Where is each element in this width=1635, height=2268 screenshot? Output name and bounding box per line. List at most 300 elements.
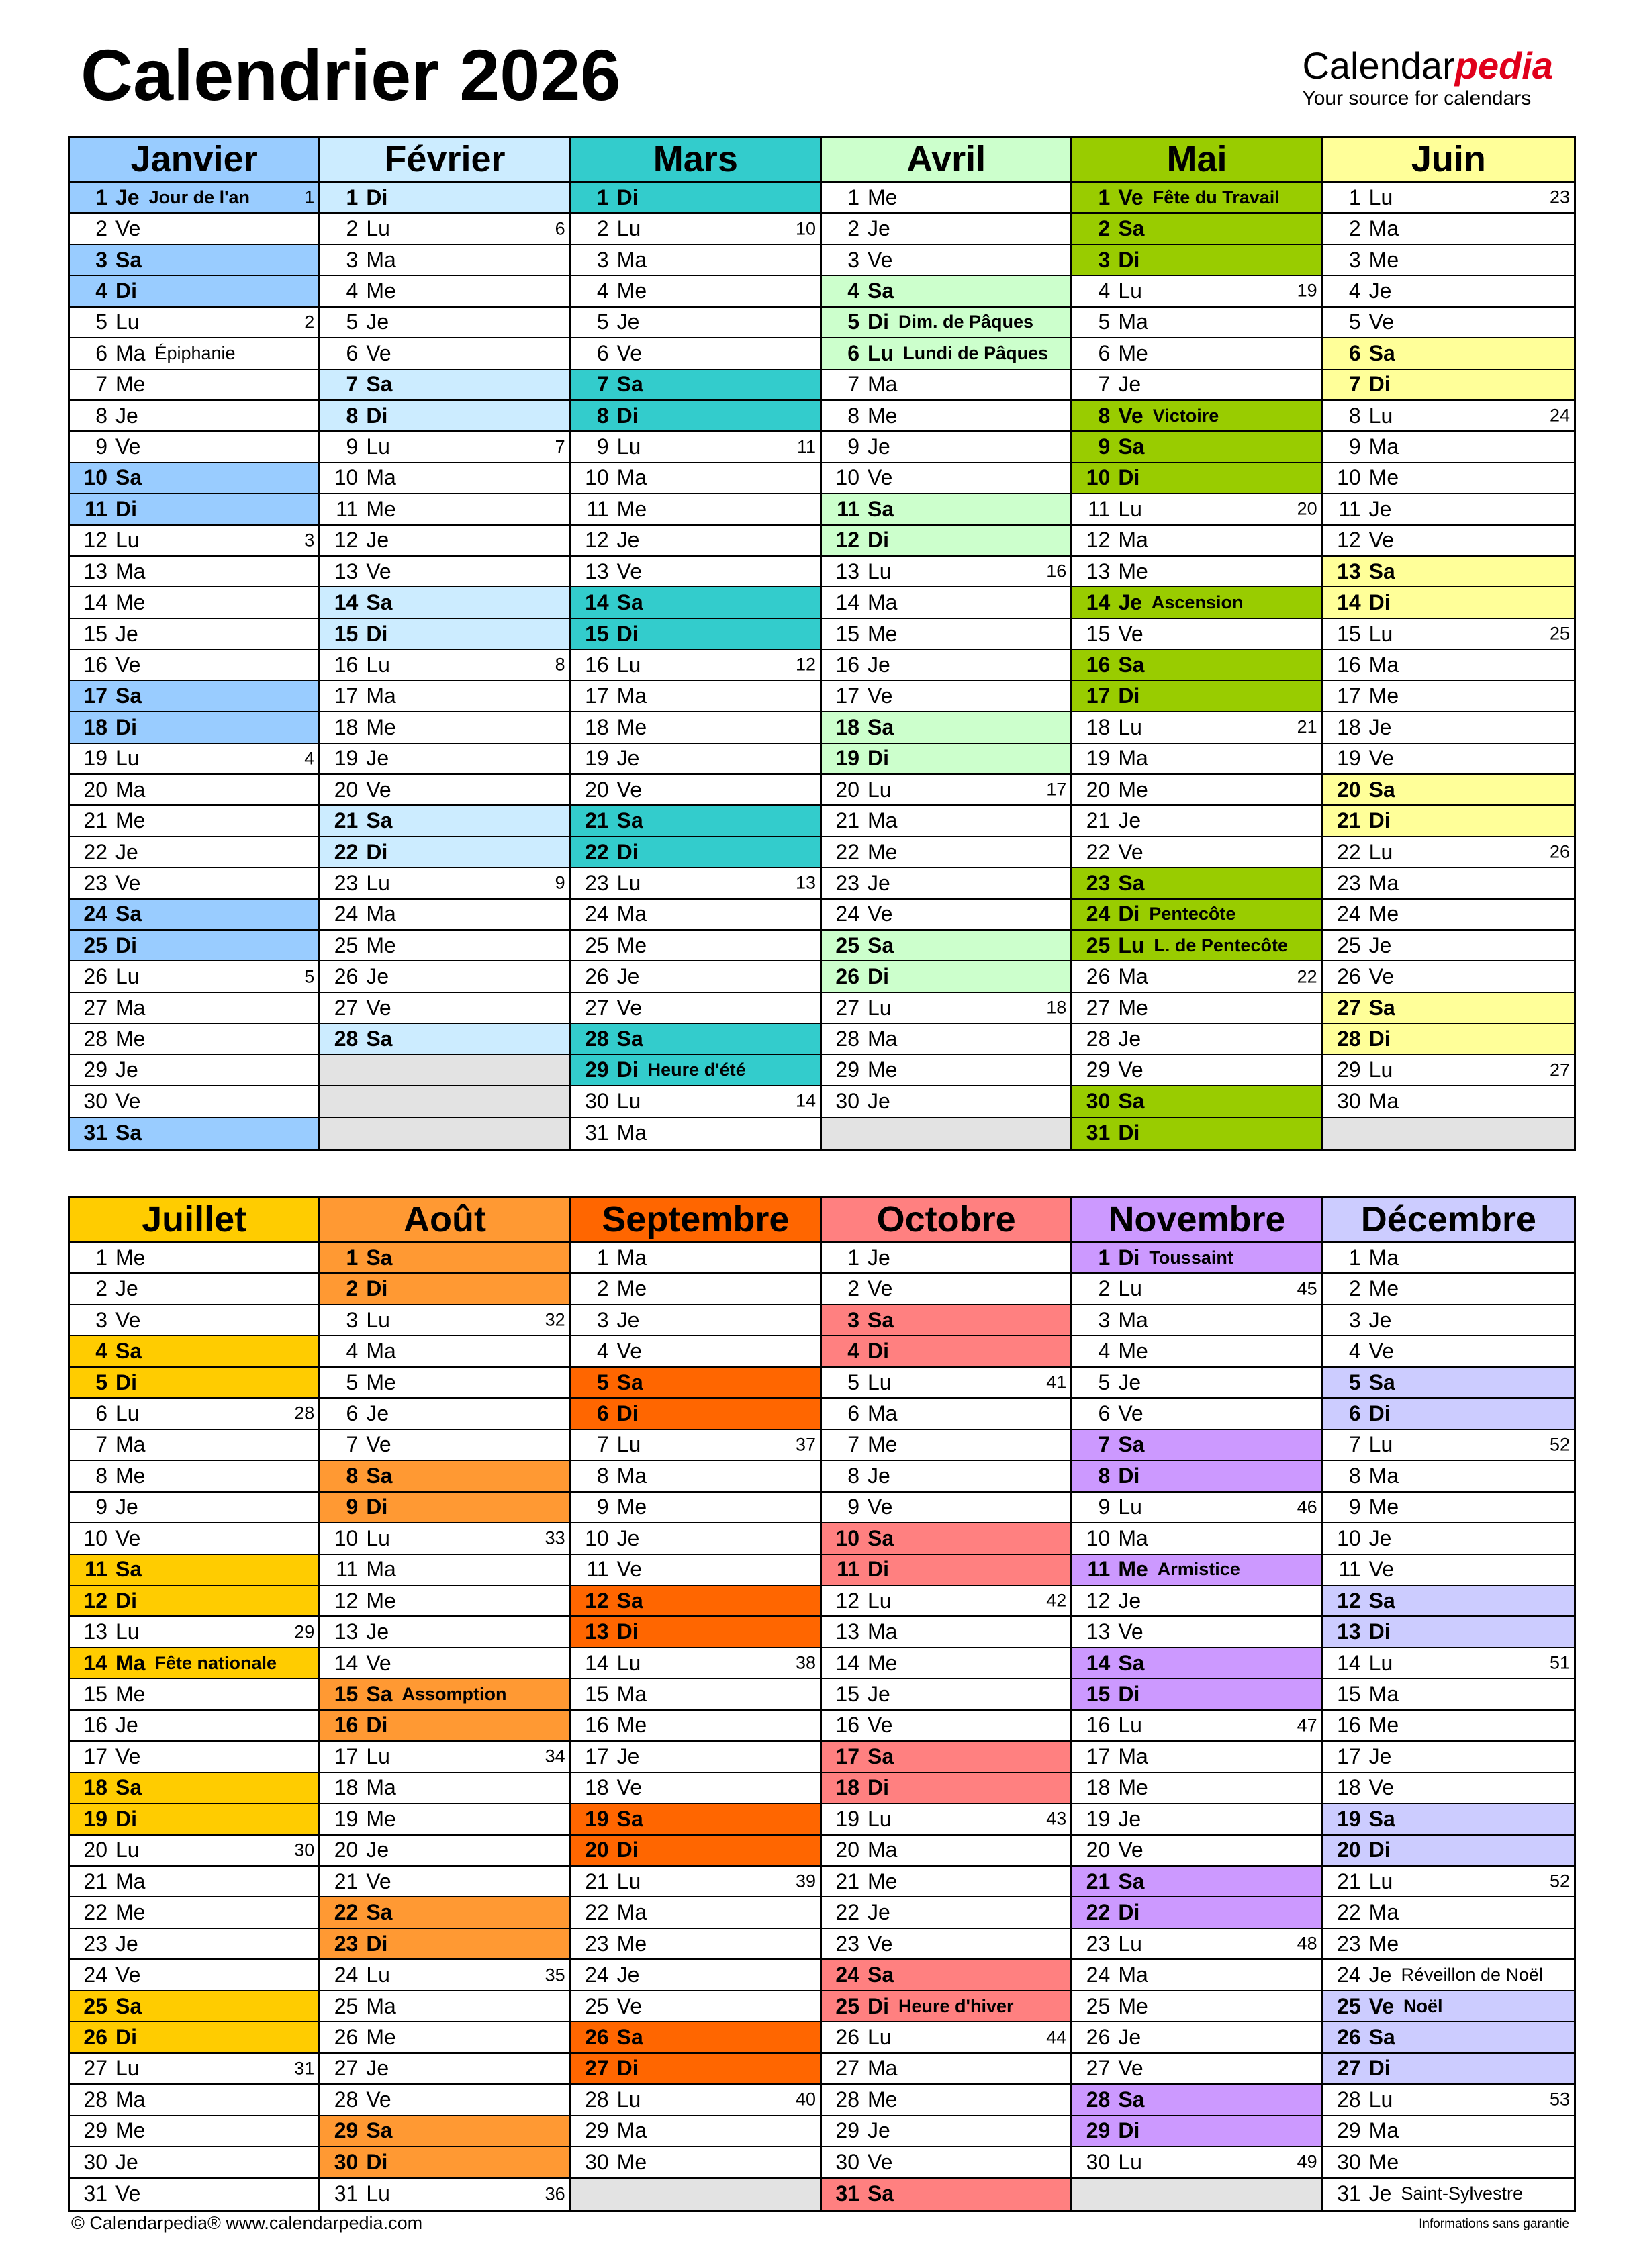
day-cell[interactable] [571, 1679, 820, 1710]
day-cell[interactable] [1072, 837, 1321, 868]
day-cell[interactable] [1323, 308, 1574, 338]
day-cell[interactable] [822, 712, 1070, 743]
day-cell[interactable] [1072, 1055, 1321, 1086]
day-cell[interactable] [822, 1024, 1070, 1055]
day-cell[interactable] [571, 1804, 820, 1835]
day-cell[interactable] [320, 744, 569, 775]
day-cell[interactable] [1323, 1399, 1574, 1429]
day-cell[interactable] [1323, 587, 1574, 618]
day-cell[interactable] [822, 993, 1070, 1024]
day-cell[interactable] [320, 961, 569, 992]
day-cell[interactable] [1072, 1086, 1321, 1117]
day-cell[interactable] [70, 775, 318, 806]
day-cell[interactable] [320, 338, 569, 369]
day-cell[interactable] [320, 1368, 569, 1399]
day-cell[interactable] [1323, 494, 1574, 525]
day-cell[interactable] [1323, 993, 1574, 1024]
day-cell[interactable] [1323, 214, 1574, 244]
day-cell[interactable] [320, 587, 569, 618]
day-cell[interactable] [70, 650, 318, 681]
day-cell[interactable] [70, 1804, 318, 1835]
day-cell[interactable] [822, 1305, 1070, 1336]
day-cell[interactable] [70, 1836, 318, 1867]
day-cell[interactable] [320, 214, 569, 244]
day-cell[interactable] [1323, 276, 1574, 307]
day-cell[interactable] [571, 900, 820, 931]
day-cell[interactable] [571, 775, 820, 806]
day-cell[interactable] [571, 494, 820, 525]
day-cell[interactable] [571, 993, 820, 1024]
day-cell[interactable] [1072, 1118, 1321, 1149]
day-cell[interactable] [70, 1523, 318, 1554]
day-cell[interactable] [1323, 1305, 1574, 1336]
day-cell[interactable] [1323, 2116, 1574, 2147]
day-cell[interactable] [320, 2054, 569, 2085]
day-cell[interactable] [1323, 1836, 1574, 1867]
day-cell[interactable] [822, 1086, 1070, 1117]
day-cell[interactable] [571, 1836, 820, 1867]
day-cell[interactable] [1323, 1555, 1574, 1586]
day-cell[interactable] [822, 1836, 1070, 1867]
day-cell[interactable] [1323, 744, 1574, 775]
day-cell[interactable] [571, 463, 820, 494]
day-cell[interactable] [320, 993, 569, 1024]
day-cell[interactable] [822, 1523, 1070, 1554]
day-cell[interactable] [70, 1897, 318, 1928]
day-cell[interactable] [70, 557, 318, 587]
day-cell[interactable] [70, 1711, 318, 1742]
day-cell[interactable] [571, 1773, 820, 1804]
day-cell[interactable] [571, 338, 820, 369]
day-cell[interactable] [1072, 494, 1321, 525]
day-cell[interactable] [320, 1586, 569, 1617]
day-cell[interactable] [320, 1897, 569, 1928]
day-cell[interactable] [822, 2022, 1070, 2053]
day-cell[interactable] [320, 370, 569, 401]
day-cell[interactable] [571, 308, 820, 338]
day-cell[interactable] [1072, 1836, 1321, 1867]
day-cell[interactable] [822, 370, 1070, 401]
day-cell[interactable] [70, 308, 318, 338]
day-cell[interactable] [1072, 401, 1321, 432]
day-cell[interactable] [1323, 1586, 1574, 1617]
day-cell[interactable] [320, 308, 569, 338]
day-cell[interactable] [571, 1086, 820, 1117]
day-cell[interactable] [1323, 1274, 1574, 1305]
day-cell[interactable] [70, 432, 318, 463]
day-cell[interactable] [70, 1399, 318, 1429]
day-cell[interactable] [822, 1617, 1070, 1648]
day-cell[interactable] [822, 2054, 1070, 2085]
day-cell[interactable] [571, 1493, 820, 1523]
day-cell[interactable] [822, 276, 1070, 307]
day-cell[interactable] [822, 1711, 1070, 1742]
day-cell[interactable] [320, 681, 569, 712]
day-cell[interactable] [320, 775, 569, 806]
day-cell[interactable] [822, 1336, 1070, 1367]
day-cell[interactable] [1072, 557, 1321, 587]
day-cell[interactable] [1323, 681, 1574, 712]
day-cell[interactable] [70, 712, 318, 743]
day-cell[interactable] [320, 1243, 569, 1274]
day-cell[interactable] [70, 1960, 318, 1991]
day-cell[interactable] [571, 401, 820, 432]
day-cell[interactable] [1072, 338, 1321, 369]
day-cell[interactable] [571, 650, 820, 681]
day-cell[interactable] [1072, 2022, 1321, 2053]
day-cell[interactable] [571, 2085, 820, 2116]
day-cell[interactable] [1323, 1929, 1574, 1960]
day-cell[interactable] [1323, 1430, 1574, 1461]
day-cell[interactable] [320, 557, 569, 587]
day-cell[interactable] [571, 1648, 820, 1679]
day-cell[interactable] [70, 276, 318, 307]
day-cell[interactable] [571, 1867, 820, 1897]
day-cell[interactable] [822, 1960, 1070, 1991]
day-cell[interactable] [822, 494, 1070, 525]
day-cell[interactable] [1072, 214, 1321, 244]
day-cell[interactable] [1072, 1929, 1321, 1960]
day-cell[interactable] [1072, 463, 1321, 494]
day-cell[interactable] [822, 2116, 1070, 2147]
day-cell[interactable] [70, 2085, 318, 2116]
day-cell[interactable] [822, 806, 1070, 837]
day-cell[interactable] [571, 619, 820, 650]
day-cell[interactable] [70, 1929, 318, 1960]
day-cell[interactable] [1323, 619, 1574, 650]
day-cell[interactable] [70, 1679, 318, 1710]
day-cell[interactable] [822, 1493, 1070, 1523]
day-cell[interactable] [571, 1274, 820, 1305]
day-cell[interactable] [70, 494, 318, 525]
day-cell[interactable] [1072, 775, 1321, 806]
day-cell[interactable] [1072, 1617, 1321, 1648]
day-cell[interactable] [320, 1305, 569, 1336]
day-cell[interactable] [571, 245, 820, 276]
day-cell[interactable] [822, 214, 1070, 244]
day-cell[interactable] [1072, 183, 1321, 214]
day-cell[interactable] [1323, 2147, 1574, 2178]
day-cell[interactable] [1072, 2147, 1321, 2178]
day-cell[interactable] [571, 1055, 820, 1086]
day-cell[interactable] [1072, 1461, 1321, 1492]
day-cell[interactable] [1323, 183, 1574, 214]
day-cell[interactable] [571, 2147, 820, 2178]
day-cell[interactable] [571, 837, 820, 868]
day-cell[interactable] [70, 401, 318, 432]
day-cell[interactable] [70, 2179, 318, 2210]
day-cell[interactable] [1072, 2054, 1321, 2085]
day-cell[interactable] [1323, 1243, 1574, 1274]
day-cell[interactable] [822, 1555, 1070, 1586]
day-cell[interactable] [822, 183, 1070, 214]
day-cell[interactable] [1323, 712, 1574, 743]
day-cell[interactable] [1323, 1897, 1574, 1928]
day-cell[interactable] [822, 2085, 1070, 2116]
day-cell[interactable] [571, 587, 820, 618]
day-cell[interactable] [571, 1711, 820, 1742]
day-cell[interactable] [571, 712, 820, 743]
day-cell[interactable] [571, 1430, 820, 1461]
day-cell[interactable] [70, 2054, 318, 2085]
day-cell[interactable] [1072, 1243, 1321, 1274]
day-cell[interactable] [1072, 931, 1321, 961]
day-cell[interactable] [70, 868, 318, 899]
day-cell[interactable] [320, 1336, 569, 1367]
day-cell[interactable] [571, 370, 820, 401]
day-cell[interactable] [822, 619, 1070, 650]
day-cell[interactable] [1072, 1523, 1321, 1554]
day-cell[interactable] [1072, 1991, 1321, 2022]
day-cell[interactable] [822, 1804, 1070, 1835]
day-cell[interactable] [70, 1305, 318, 1336]
day-cell[interactable] [1072, 276, 1321, 307]
day-cell[interactable] [1072, 1648, 1321, 1679]
day-cell[interactable] [1072, 2085, 1321, 2116]
day-cell[interactable] [1072, 587, 1321, 618]
day-cell[interactable] [1072, 1679, 1321, 1710]
day-cell[interactable] [70, 587, 318, 618]
day-cell[interactable] [822, 587, 1070, 618]
day-cell[interactable] [1323, 775, 1574, 806]
day-cell[interactable] [1072, 1399, 1321, 1429]
day-cell[interactable] [70, 1055, 318, 1086]
day-cell[interactable] [1072, 744, 1321, 775]
day-cell[interactable] [320, 712, 569, 743]
day-cell[interactable] [1072, 1368, 1321, 1399]
day-cell[interactable] [1323, 1493, 1574, 1523]
day-cell[interactable] [320, 1836, 569, 1867]
day-cell[interactable] [70, 1742, 318, 1773]
day-cell[interactable] [822, 308, 1070, 338]
day-cell[interactable] [70, 1274, 318, 1305]
day-cell[interactable] [571, 432, 820, 463]
day-cell[interactable] [1323, 2085, 1574, 2116]
day-cell[interactable] [1323, 1648, 1574, 1679]
day-cell[interactable] [70, 1617, 318, 1648]
day-cell[interactable] [1323, 1336, 1574, 1367]
day-cell[interactable] [822, 775, 1070, 806]
day-cell[interactable] [822, 557, 1070, 587]
day-cell[interactable] [70, 993, 318, 1024]
day-cell[interactable] [1323, 1711, 1574, 1742]
day-cell[interactable] [822, 1055, 1070, 1086]
day-cell[interactable] [320, 1929, 569, 1960]
day-cell[interactable] [320, 2147, 569, 2178]
day-cell[interactable] [571, 214, 820, 244]
day-cell[interactable] [1072, 1867, 1321, 1897]
day-cell[interactable] [1323, 1055, 1574, 1086]
day-cell[interactable] [1323, 1368, 1574, 1399]
day-cell[interactable] [1072, 619, 1321, 650]
day-cell[interactable] [822, 837, 1070, 868]
day-cell[interactable] [571, 526, 820, 557]
day-cell[interactable] [70, 900, 318, 931]
day-cell[interactable] [1072, 961, 1321, 992]
day-cell[interactable] [822, 931, 1070, 961]
day-cell[interactable] [822, 1368, 1070, 1399]
day-cell[interactable] [571, 1897, 820, 1928]
day-cell[interactable] [320, 806, 569, 837]
day-cell[interactable] [70, 961, 318, 992]
day-cell[interactable] [571, 1368, 820, 1399]
day-cell[interactable] [822, 961, 1070, 992]
day-cell[interactable] [822, 900, 1070, 931]
day-cell[interactable] [571, 2116, 820, 2147]
day-cell[interactable] [822, 1773, 1070, 1804]
day-cell[interactable] [571, 1586, 820, 1617]
day-cell[interactable] [1072, 1336, 1321, 1367]
day-cell[interactable] [320, 1742, 569, 1773]
day-cell[interactable] [822, 1742, 1070, 1773]
day-cell[interactable] [1072, 245, 1321, 276]
day-cell[interactable] [1072, 1804, 1321, 1835]
day-cell[interactable] [1072, 1586, 1321, 1617]
day-cell[interactable] [1323, 2179, 1574, 2210]
day-cell[interactable] [70, 1555, 318, 1586]
day-cell[interactable] [1323, 1024, 1574, 1055]
day-cell[interactable] [70, 1867, 318, 1897]
day-cell[interactable] [822, 681, 1070, 712]
day-cell[interactable] [70, 1430, 318, 1461]
day-cell[interactable] [571, 1960, 820, 1991]
day-cell[interactable] [70, 2022, 318, 2053]
day-cell[interactable] [70, 744, 318, 775]
day-cell[interactable] [571, 276, 820, 307]
day-cell[interactable] [320, 1493, 569, 1523]
day-cell[interactable] [1323, 1742, 1574, 1773]
day-cell[interactable] [1072, 1897, 1321, 1928]
day-cell[interactable] [70, 1024, 318, 1055]
day-cell[interactable] [320, 1648, 569, 1679]
day-cell[interactable] [1072, 370, 1321, 401]
day-cell[interactable] [70, 681, 318, 712]
day-cell[interactable] [822, 1461, 1070, 1492]
day-cell[interactable] [1072, 2116, 1321, 2147]
day-cell[interactable] [1323, 961, 1574, 992]
day-cell[interactable] [1323, 1461, 1574, 1492]
day-cell[interactable] [70, 806, 318, 837]
day-cell[interactable] [320, 1679, 569, 1710]
day-cell[interactable] [1072, 650, 1321, 681]
day-cell[interactable] [70, 619, 318, 650]
day-cell[interactable] [70, 1493, 318, 1523]
day-cell[interactable] [1323, 401, 1574, 432]
day-cell[interactable] [320, 900, 569, 931]
day-cell[interactable] [70, 1368, 318, 1399]
day-cell[interactable] [571, 1617, 820, 1648]
day-cell[interactable] [1072, 993, 1321, 1024]
day-cell[interactable] [571, 681, 820, 712]
day-cell[interactable] [571, 557, 820, 587]
day-cell[interactable] [571, 1336, 820, 1367]
day-cell[interactable] [70, 1243, 318, 1274]
day-cell[interactable] [822, 868, 1070, 899]
day-cell[interactable] [320, 276, 569, 307]
day-cell[interactable] [70, 1461, 318, 1492]
day-cell[interactable] [70, 837, 318, 868]
day-cell[interactable] [822, 1679, 1070, 1710]
day-cell[interactable] [822, 1430, 1070, 1461]
day-cell[interactable] [571, 1742, 820, 1773]
day-cell[interactable] [571, 1305, 820, 1336]
day-cell[interactable] [1072, 432, 1321, 463]
day-cell[interactable] [70, 183, 318, 214]
day-cell[interactable] [70, 214, 318, 244]
day-cell[interactable] [1072, 900, 1321, 931]
day-cell[interactable] [1072, 681, 1321, 712]
day-cell[interactable] [822, 245, 1070, 276]
day-cell[interactable] [70, 245, 318, 276]
day-cell[interactable] [320, 432, 569, 463]
day-cell[interactable] [571, 183, 820, 214]
day-cell[interactable] [70, 526, 318, 557]
day-cell[interactable] [1323, 650, 1574, 681]
day-cell[interactable] [320, 650, 569, 681]
day-cell[interactable] [1072, 1773, 1321, 1804]
day-cell[interactable] [571, 1399, 820, 1429]
day-cell[interactable] [320, 2116, 569, 2147]
day-cell[interactable] [822, 1929, 1070, 1960]
day-cell[interactable] [1323, 868, 1574, 899]
footer-copyright[interactable]: © Calendarpedia® www.calendarpedia.com [71, 2213, 423, 2233]
day-cell[interactable] [571, 1461, 820, 1492]
day-cell[interactable] [1323, 2022, 1574, 2053]
day-cell[interactable] [822, 463, 1070, 494]
day-cell[interactable] [822, 432, 1070, 463]
day-cell[interactable] [1072, 806, 1321, 837]
day-cell[interactable] [1072, 868, 1321, 899]
day-cell[interactable] [320, 2022, 569, 2053]
day-cell[interactable] [320, 1024, 569, 1055]
day-cell[interactable] [1323, 1804, 1574, 1835]
day-cell[interactable] [70, 931, 318, 961]
day-cell[interactable] [571, 1243, 820, 1274]
day-cell[interactable] [1323, 432, 1574, 463]
day-cell[interactable] [1323, 338, 1574, 369]
day-cell[interactable] [320, 619, 569, 650]
day-cell[interactable] [571, 1024, 820, 1055]
day-cell[interactable] [320, 1523, 569, 1554]
day-cell[interactable] [320, 1617, 569, 1648]
day-cell[interactable] [571, 1118, 820, 1149]
day-cell[interactable] [1323, 2054, 1574, 2085]
day-cell[interactable] [1072, 1305, 1321, 1336]
day-cell[interactable] [1323, 1991, 1574, 2022]
day-cell[interactable] [70, 1118, 318, 1149]
day-cell[interactable] [320, 1991, 569, 2022]
day-cell[interactable] [320, 931, 569, 961]
day-cell[interactable] [1323, 1773, 1574, 1804]
day-cell[interactable] [571, 744, 820, 775]
day-cell[interactable] [571, 961, 820, 992]
day-cell[interactable] [1072, 1274, 1321, 1305]
day-cell[interactable] [1323, 557, 1574, 587]
day-cell[interactable] [320, 1773, 569, 1804]
day-cell[interactable] [822, 401, 1070, 432]
day-cell[interactable] [822, 1867, 1070, 1897]
day-cell[interactable] [822, 1399, 1070, 1429]
day-cell[interactable] [70, 463, 318, 494]
day-cell[interactable] [320, 1399, 569, 1429]
day-cell[interactable] [822, 1991, 1070, 2022]
day-cell[interactable] [1323, 526, 1574, 557]
day-cell[interactable] [320, 183, 569, 214]
day-cell[interactable] [320, 245, 569, 276]
day-cell[interactable] [320, 2179, 569, 2210]
day-cell[interactable] [70, 1773, 318, 1804]
day-cell[interactable] [320, 868, 569, 899]
